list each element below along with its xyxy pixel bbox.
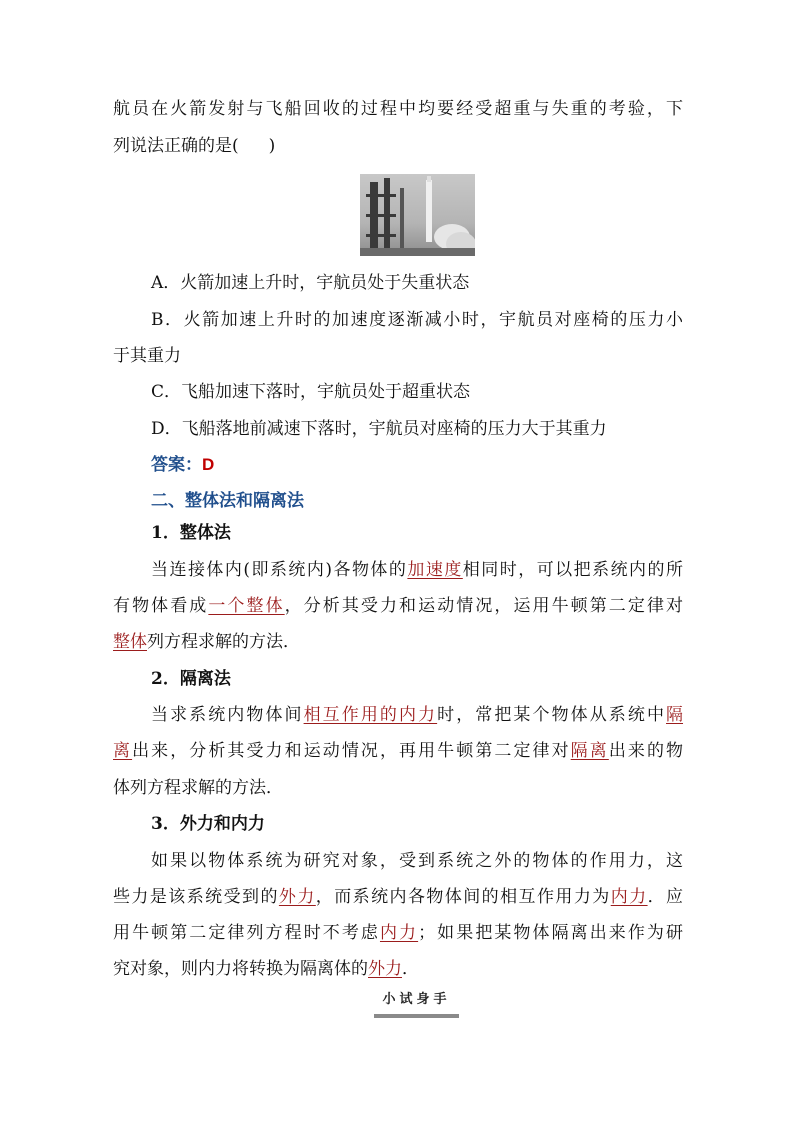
text: 有物体看成 — [113, 596, 209, 616]
question-stem-line1: 航员在火箭发射与飞船回收的过程中均要经受超重与失重的考验，下 — [113, 99, 683, 119]
keyword-isolate: 隔离 — [570, 741, 609, 761]
keyword-acceleration: 加速度 — [407, 560, 463, 580]
keyword-whole: 整体 — [113, 632, 147, 652]
answer-value: D — [202, 455, 215, 474]
text: ．应 — [647, 887, 684, 907]
question-stem-line2 — [113, 135, 683, 157]
text: 究对象，则内力将转换为隔离体的 — [113, 959, 368, 979]
keyword-isolate-part1: 隔 — [666, 705, 684, 725]
text: 时，常把某个物体从系统中 — [437, 705, 667, 725]
text: 列方程求解的方法． — [147, 632, 300, 652]
option-d: D．飞船落地前减速下落时，宇航员对座椅的压力大于其重力 — [151, 419, 607, 439]
sub3-line2 — [113, 886, 683, 908]
keyword-isolate-part2: 离 — [113, 741, 133, 761]
sub2-line2 — [113, 740, 683, 762]
subsection-1-heading: 1．整体法 — [151, 523, 231, 543]
keyword-one-whole: 一个整体 — [208, 596, 285, 616]
sub1-line2 — [113, 595, 683, 617]
sub3-line3 — [113, 922, 683, 944]
stem-paren: ) — [268, 136, 276, 156]
answer-row — [151, 454, 683, 476]
text: 用牛顿第二定律列方程时不考虑 — [113, 923, 380, 943]
text: 出来，分析其受力和运动情况，再用牛顿第二定律对 — [132, 741, 571, 761]
stem-text: 列说法正确的是( — [113, 136, 239, 156]
text: ，分析其受力和运动情况，运用牛顿第二定律对 — [284, 596, 684, 616]
text: 相同时，可以把系统内的所 — [462, 560, 684, 580]
option-c: C．飞船加速下落时，宇航员处于超重状态 — [151, 382, 471, 402]
text: 当求系统内物体间 — [151, 705, 304, 725]
text: ，而系统内各物体间的相互作用力为 — [315, 887, 611, 907]
text: ；如果把某物体隔离出来作为研 — [418, 923, 684, 943]
rocket-launch-photo — [360, 174, 475, 256]
text: ． — [402, 959, 419, 979]
practice-badge — [374, 990, 459, 1018]
keyword-internal-force: 内力 — [610, 887, 648, 907]
sub3-line4 — [113, 958, 683, 980]
practice-badge-label: 小试身手 — [382, 992, 451, 1007]
subsection-2-heading: 2．隔离法 — [151, 669, 231, 689]
text: 当连接体内(即系统内)各物体的 — [151, 560, 408, 580]
answer-label: 答案： — [151, 455, 202, 475]
option-a: A．火箭加速上升时，宇航员处于失重状态 — [151, 273, 470, 293]
keyword-internal-force: 内力 — [379, 923, 419, 943]
sub2-line3: 体列方程求解的方法． — [113, 778, 283, 798]
option-b-line1: B．火箭加速上升时的加速度逐渐减小时，宇航员对座椅的压力小 — [151, 310, 683, 330]
sub2-line1 — [151, 704, 683, 726]
text: 些力是该系统受到的 — [113, 887, 279, 907]
section-title: 二、整体法和隔离法 — [151, 491, 304, 511]
option-b-line2: 于其重力 — [113, 346, 181, 366]
text: 出来的物 — [608, 741, 684, 761]
sub1-line1 — [151, 559, 683, 581]
keyword-external-force: 外力 — [278, 887, 316, 907]
sub1-line3 — [113, 631, 683, 653]
keyword-external-force: 外力 — [368, 959, 402, 979]
badge-underline — [374, 1014, 459, 1018]
keyword-internal-force: 相互作用的内力 — [303, 705, 438, 725]
subsection-3-heading: 3．外力和内力 — [151, 814, 265, 834]
sub3-line1: 如果以物体系统为研究对象，受到系统之外的物体的作用力，这 — [151, 851, 683, 871]
